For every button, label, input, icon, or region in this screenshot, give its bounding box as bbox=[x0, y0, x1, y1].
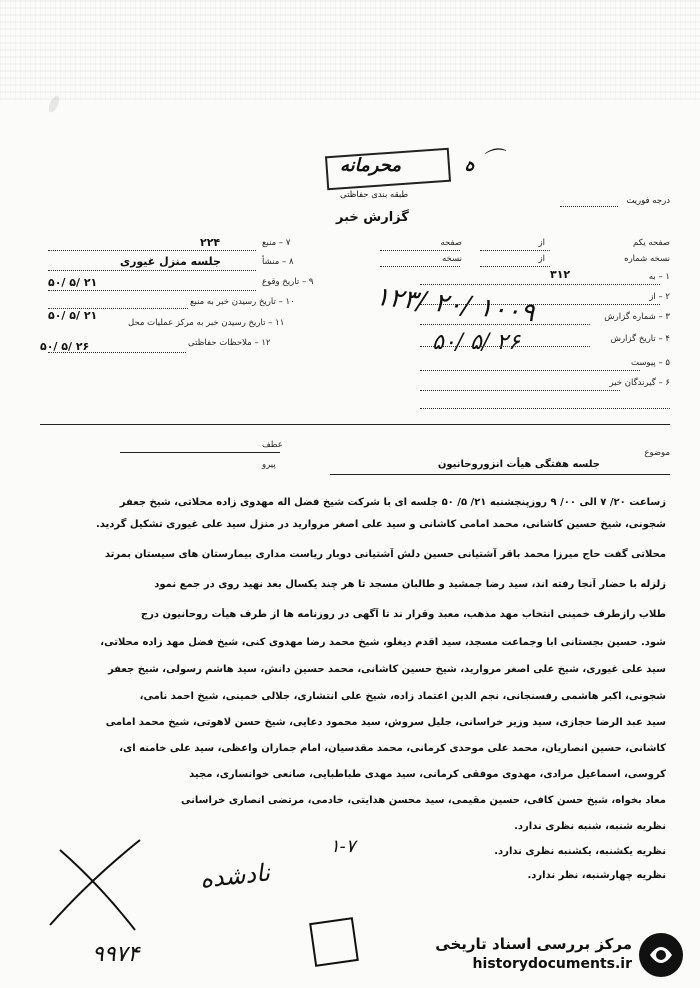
body-line: نظریه شنبه، شنبه نظری ندارد. bbox=[514, 821, 666, 832]
body-line: کروسی، اسماعیل مرادی، مهدوی موفقی کرمانی، سید مهدی طباطبایی، صانعی خوانساری، مجید bbox=[189, 769, 666, 780]
attachment-label: ۵ – پیوست bbox=[630, 358, 670, 368]
received-by-source-label: ۱۰ – تاریخ رسیدن خبر به منبع bbox=[190, 297, 295, 307]
copy-label: نسخه شماره bbox=[624, 254, 670, 264]
handwritten-scribble: نادشده bbox=[198, 858, 272, 894]
report-title: گزارش خبر bbox=[336, 210, 409, 225]
source-value: ۲۲۴ bbox=[200, 236, 221, 249]
report-number-label: ۳ – شماره گزارش bbox=[604, 312, 670, 322]
priority-dots bbox=[560, 206, 618, 207]
dots bbox=[48, 270, 256, 271]
report-date-handwritten: ۵۰/ ۵/ ۲۶ bbox=[432, 330, 520, 355]
dots bbox=[420, 346, 590, 347]
dots bbox=[420, 284, 660, 285]
origin-value: جلسه منزل غیوری bbox=[120, 255, 221, 268]
stamp-text: محرمانه bbox=[340, 155, 401, 176]
body-line: شجونی، اکبر هاشمی رفسنجانی، نجم الدین اعتماد زاده، شیخ علی انتشاری، جلالی خمینی، شیخ احمد نامی، bbox=[139, 691, 666, 702]
scan-noise bbox=[0, 0, 700, 100]
occurrence-date-label: ۹ – تاریخ وقوع bbox=[262, 277, 314, 287]
received-at-center-label: ۱۱ – تاریخ رسیدن خبر به مرکز عملیات محل bbox=[128, 318, 285, 328]
copy-right: نسخه bbox=[442, 254, 462, 264]
source-label: ۷ – منبع bbox=[262, 238, 291, 248]
page-right: صفحه bbox=[440, 238, 462, 248]
report-number-handwritten: ۱۲۳/ ۲۰/ ۱۰۰۹ bbox=[373, 281, 536, 329]
section-divider bbox=[40, 424, 670, 425]
dots bbox=[48, 250, 256, 251]
body-line: سید عبد الرضا حجازی، سید وزیر خراسانی، جلیل سروش، سید محمود دعایی، شیخ حسن لاهوتی، شیخ محمد امامی bbox=[105, 717, 666, 728]
atf-line bbox=[120, 452, 280, 453]
peyro-label: پیرو bbox=[262, 460, 276, 470]
recipients-label: ۶ – گیرندگان خبر bbox=[609, 378, 670, 388]
body-line: معاد بخواه، شیخ حسن کافی، حسین مقیمی، سید محسن هدایتی، خادمی، مرتضی انصاری خراسانی bbox=[181, 795, 666, 806]
dots bbox=[420, 408, 670, 409]
page-label: صفحه یکم bbox=[633, 238, 670, 248]
copy-mid: از bbox=[538, 254, 545, 264]
body-line: زلزله با حضار آنجا رفته اند، سید رضا جمشید و طالبان مسجد تا هر چند یکسال بعد نهید روی در جمع نمود bbox=[154, 579, 666, 590]
occurrence-date-value: ۵۰/ ۵/ ۲۱ bbox=[48, 276, 98, 289]
dots bbox=[380, 266, 460, 267]
subject-label: موضوع bbox=[644, 448, 670, 458]
body-line: محلاتی گفت حاج میرزا محمد باقر آشتیانی حسین دلش آشتیانی دوبار ریاست مداری بیمارستان های سیستان بمرتد bbox=[104, 549, 666, 560]
atf-label: عطف bbox=[262, 440, 283, 450]
handwritten-note: ۱-۷ bbox=[330, 836, 356, 857]
dots bbox=[48, 290, 256, 291]
dots bbox=[420, 390, 620, 391]
to-label: ۱ – به bbox=[648, 272, 670, 282]
classification-note: طبقه بندی حفاظتی bbox=[340, 190, 409, 200]
bottom-number: ۹۹۷۴ bbox=[92, 942, 140, 967]
cross-mark bbox=[40, 830, 150, 940]
received-at-center-value: ۵۰/ ۵/ ۲۱ bbox=[48, 309, 98, 322]
hand-box bbox=[309, 917, 359, 967]
page-mid: از bbox=[538, 238, 545, 248]
dots bbox=[380, 250, 460, 251]
dots bbox=[48, 352, 186, 353]
origin-label: ۸ – منشأ bbox=[262, 257, 294, 267]
subject-value: جلسه هفتگی هیأت انزوروحانیون bbox=[437, 459, 600, 470]
body-line: کاشانی، حسین انصاریان، محمد علی موحدی کرمانی، محمد مقدسیان، امام جماران واعظی، سید علی خامنه ای، bbox=[119, 743, 666, 754]
body-line: شود. حسین بجستانی ابا وجماعت مسجد، سید اقدم دیغلو، شیخ محمد رضا مهدوی کنی، شیخ فضل مهد زاده محلاتی، bbox=[100, 637, 666, 648]
body-line: سید علی غیوری، شیخ علی اصغر مروارید، شیخ حسین کاشانی، محمد حسین دانش، سید هاشم رسولی، شیخ جعفر bbox=[107, 664, 666, 675]
security-notes-label: ۱۲ – ملاحظات حفاظتی bbox=[188, 338, 271, 348]
body-line: زساعت ۲۰/ ۷ الی ۰۰/ ۹ روزپنجشنبه ۲۱/ ۵/ ۵۰ جلسه ای با شرکت شیخ فضل اله مهدوی زاده محلاتی، شیخ جعفر bbox=[119, 497, 666, 508]
stamp-scribble: ہ ⌒ bbox=[460, 147, 506, 178]
priority-label: درجه فوریت bbox=[626, 196, 670, 206]
dots bbox=[420, 370, 640, 371]
opinion-sunday: نظریه یکشنبه، یکشنبه نظری ندارد. bbox=[494, 846, 666, 857]
opinion-wednesday: نظریه چهارشنبه، نظر ندارد. bbox=[527, 870, 666, 881]
security-notes-value: ۵۰/ ۵/ ۲۶ bbox=[40, 340, 90, 353]
to-value: ۳۱۲ bbox=[550, 268, 571, 281]
dots bbox=[480, 266, 550, 267]
archive-logo-icon bbox=[636, 930, 686, 980]
body-line: طلاب رازطرف خمینی انتخاب مهد مذهب، معبد وقرار ند تا آگهی در روزنامه ها از طرف هیأت روحانیون درج bbox=[140, 609, 666, 620]
watermark-org: مرکز بررسی اسناد تاریخی bbox=[435, 935, 632, 953]
body-line: شجونی، شیخ حسین کاشانی، محمد امامی کاشانی و سید علی اصغر مروارید در منزل سید علی غیوری تشکیل گردید. bbox=[95, 519, 666, 530]
subject-line bbox=[330, 474, 670, 475]
from-label: ۲ – از bbox=[649, 292, 670, 302]
report-date-label: ۴ – تاریخ گزارش bbox=[610, 334, 670, 344]
dots bbox=[420, 324, 590, 325]
dots bbox=[480, 250, 550, 251]
watermark-url: historydocuments.ir bbox=[472, 956, 632, 972]
